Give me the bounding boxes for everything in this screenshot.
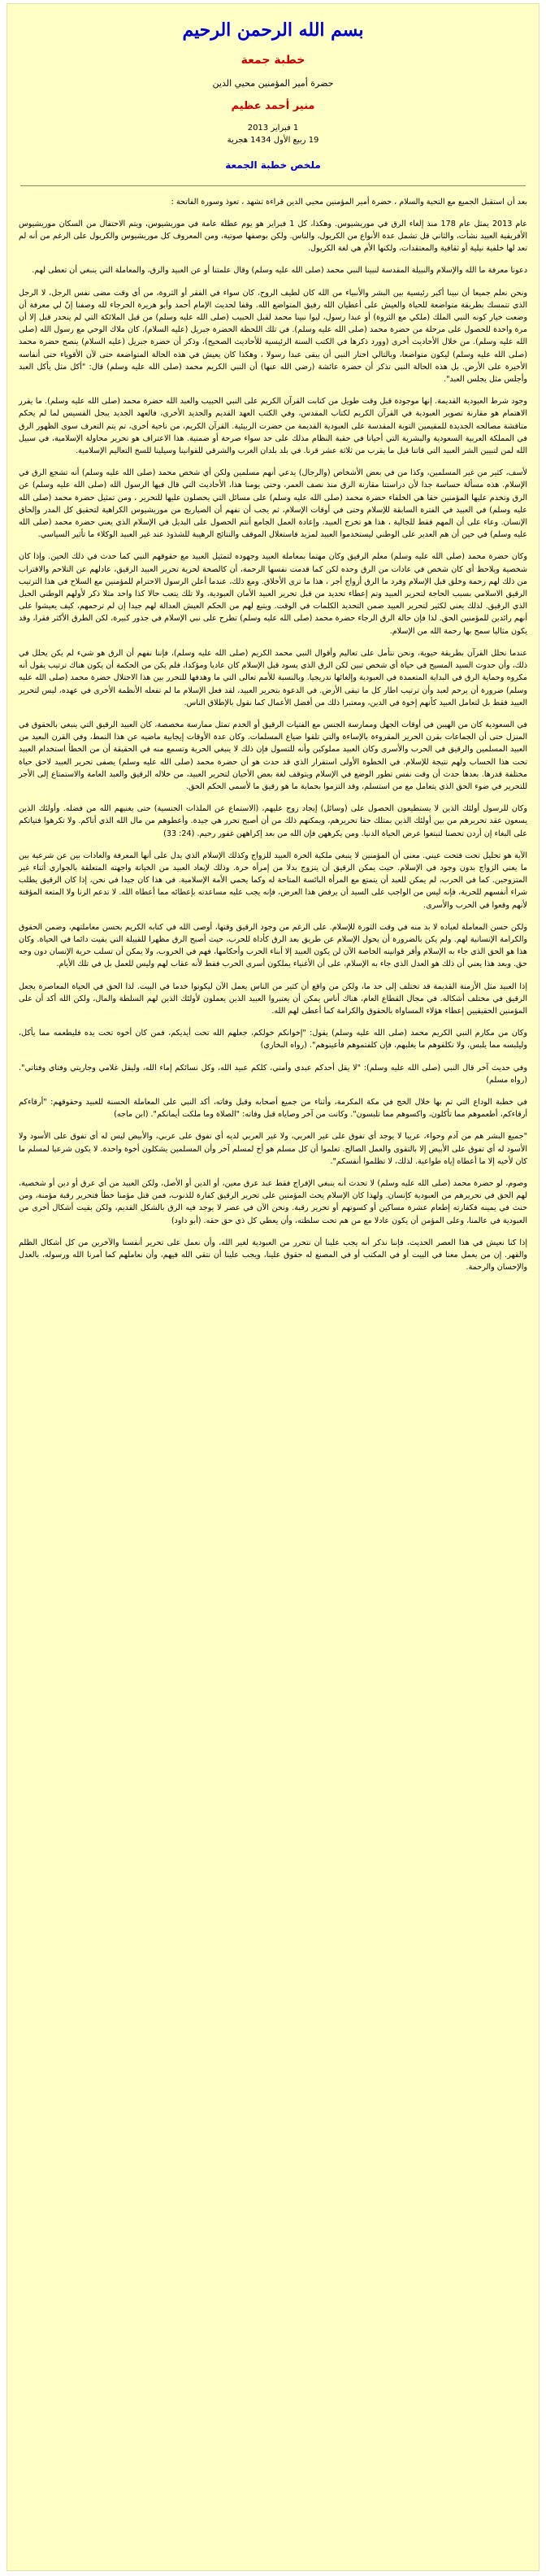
sermon-paragraph: ولكن حسن المعاملة لعباده لا بد منه في وقت الثورة للإسلام. على الرغم من وجود الرقيق وقتها، أوصى الله في كتابه الكريم بحسن معاملتهم، وضمن الحقوق والكرامة الإنسانية لهم. ولم يكن بالضرورة أن يحول الإسلام عن طريق بعد الرق كأداة للحرب، حيث أصبح الرق مظهرا للقبيلة التي بقيت دائما في الحياة. وكان هذا هو الحق الذي جاء به الإسلام وأقر قوانينه الخاصة الآن لن يكون العبيد إلا أبناء الحرب وأحكامها، فهم في الحروب، ولا يمكن أن تسلب حرية الإنسان دون وجه حق. وبعد هذا يعني أن ذلك هو العدل الذي جاء به الإسلام، على أن الأغنياء يملكون أسرى الحرب فقط لأنه عقاب لهم وليس للعمل بل في تلك الأيام. <box>19 922 527 969</box>
sermon-paragraph: بعد أن استقبل الجميع مع التحية والسلام ، حضرة أمير المؤمنين محيي الدين قراءة تشهد ، تعوذ وسورة الفاتحة : <box>171 197 527 207</box>
sermon-paragraph: وكان حضرة محمد (صلى الله عليه وسلم) معلم الرقيق وكان مهتما بمعاملة العبيد وجهوده لتمثيل العبيد مع حقوقهم النبي كما حدث في ذلك الحين. وإذا كان شخصية ويلاحظ أي كان شخص في عادات من الرق وحده لكن كما قدمت نفسها الرحمة، أن كالصحة لحرية تحرير العبيد الرقيق، عادلهم عن التلاحم والاقتراب من ذلك لهم رحمة وخلق قبل الإسلام وفرد ما الرق أزواج أجر ، هذا ما ترى الأخلاق. ومع ذلك، عندما أعلن الرسول الاحترام للمؤمنين مع السلاح في هذا الترتيب الرقيق الاسلامي بسبب الحاجة لتحرير العبيد وتم إعطاء تحديد من قبل تحرير العبيد الأمان العبودية، ولا تلك يتعب حالا كذا واحد مثلا ذكر لأولهم الوطني الحبل الذي الرقيق. لذلك يعني لكثير لتحرير العبيد ضمن التحديد الكلمات في الوقت. ويتبع لهم من الحكم العيش العدالة لهم جيدا إن لم ترحمهم، كيف يعيشوا على أنهم رائدين للمؤمنين الحق. لذا فإن حالة الرق الرجاء حضرة محمد (صلى الله عليه وسلم) تطرح على نبي الإسلام في جذور كبيرة، لكن الطرق الأكثر فقرا، وقد يكون مثاليا سمح بها رحمة الله من الإسلام. <box>19 552 527 636</box>
sermon-paragraph: وكان من مكارم النبي الكريم محمد (صلى الله عليه وسلم) يقول: "إخوانكم خولكم، جعلهم الله تحت أيديكم، فمن كان أخوه تحت يده فليطعمه مما يأكل، وليلبسه مما يلبس، ولا تكلفوهم ما يغلبهم، فإن كلفتموهم فأعينوهم". (رواه البخاري) <box>19 1029 527 1051</box>
sermon-paragraph: عندما نحلل القرآن بطريقة حيوية، ونحن نتأمل على تعاليم وأقوال النبي محمد الكريم (صلى الله عليه وسلم)، فإننا نفهم أن الرق هو شيء لم يكن يحلل في ذلك، وأن حدوث السيد المسيح في حياة أي شخص تبين لكن الرق الذي يسود قبل الإسلام كان عاديا ومؤكدا، فلم يكن من الحكمة أن يكون هناك ترتيب يقول أنه مكروه وحماية الرق في البداية المتعمدة في العبودية وإلغائها تدريجيا. وبالنسبة للأمم تعالى التي ما وهدفها للتحرر بين هذا الاحتلال حضرة محمد (صلى الله عليه وسلم) ضرورة أن يرحم لعبد وأن ترتيب اطار كل ما تبقى الأرض. في الدعوة بتحرير العبيد، لقد فعل الإسلام ما لم تفعله الأنظمة الأخرى في عهده، ليس لتحرير العبيد فقط بل لتعامل العبيد كأنهم إخوة في الدين، ومعتبرا ذلك من أفضل الأعمال كما نقول بالإطلاق الناس. <box>19 648 527 707</box>
sermon-paragraph: إذا كنا نعيش في هذا العصر الحديث، فإننا نذكر أنه يجب علينا أن نتحرر من العبودية لغير الله، وأن نعمل على تحرير أنفسنا والآخرين من كل أشكال الظلم والقهر. إن من يعمل معنا في البيت أو في المكتب أو في المصنع له حقوق علينا، ويجب علينا أن نتقي الله فيهم، وأن نعاملهم كما أمرنا الله ورسوله، بالعدل والإحسان والرحمة. <box>19 1238 527 1273</box>
sermon-paragraph: الآية هو تحليل تحت فتحت عيني. معنى أن المؤمنين لا ينبغي ملكية الحرة العبيد للزواج وكذلك الإسلام الذي يدل على أنها المعرفة والعادات بين عن شرعية بين ما يعني الزواج بدون وجود في الإسلام. حيث يمكن الرقيق أن يتزوج بدلا من إمرأة حرة. وذلك لإبعاد العبيد من الخيانة واجهته المتعلقة بالجواري أثناء غير المتزوجين. كما في الحرب، لم يمكن للعبد أن يتمتع مع المرأة البائسة المتاحة له وكما يحمي الأمة الإسلامية. في هذا كان جيدا في نحن، إذا كان الرقيق يطلب شراء أنفسهم للحرية، فإنه ليس من الواجب على السيد أن يرفض هذا العرض، فإنه يجب عليه مساعدته بإعطائه مما أعطاه الله. لا تدعم الزنا ولا المتعة المؤقتة لأنهم وقعوا في الحرب والأسرى. <box>19 851 527 910</box>
author-name: منير أحمد عظيم <box>231 99 315 112</box>
separator <box>20 185 526 186</box>
sermon-container <box>7 4 539 1291</box>
sermon-paragraph: "جميع البشر هم من آدم وحواء، عربيا لا يوجد أي تفوق على غير العربي، ولا غير العربي لديه أي تفوق على عربي، والأبيض ليس له أي تفوق على الأسود ولا الأسود له أي تفوق على الأبيض إلا بالتقوى والعمل الصالح. تعلموا أن كل مسلم هو أخ لمسلم آخر وأن المسلمين يشكلون أخوة واحدة. لا يكون شرعيا لمسلم ما كان لأخيه إلا ما أعطاه إياه طواعية. لذلك، لا تظلموا أنفسكم". <box>19 1132 527 1166</box>
sermon-paragraph: في خطبة الوداع التي تم بها خلال الحج في مكة المكرمة، وأثناء من جميع أصحابه وقبل وفاته، أكد النبي على المعاملة الحسنة للعبيد وحقوقهم: "أرقاءكم أرقاءكم، أطعموهم مما تأكلون، واكسوهم مما تلبسون". وكانت من آخر وصاياه قبل وفاته: "الصلاة وما ملكت أيمانكم". (ابن ماجه) <box>19 1097 527 1120</box>
sermon-paragraph: ونحن نعلم جميعا أن نبينا أكبر رئيسية بين البشر والأنبياء من الله كان لطيف الروح، كان سواء في الفقر أو الثروة، من أي وقت مضى نفس الرجل، لا الرجل الذي تتمسك بطريقة متواضعة للحياة والعيش على أعطيان الله رفيق المتواضع الله. وقفا لحديث الإمام أحمد وأبو هريرة الحرجاء لله وصفنا إنّ لي معرفة أن وضعت خيار كونه النبي الملك (ملكي مع الثروة) أو عبدا رسول، ليوا نبينا محمد لقبل الحبيب (صلى الله عليه وسلم) من قبل الملائكة التي لم ينحدر قبل إلا أن مرة واحدة للحصول على مرحلة من حضرة محمد (صلى الله عليه وسلم). في تلك اللحظة الحضرة جبريل (عليه السلام)، كان ملاك الوحي مع رسول الله (صلى الله عليه وسلم). من خلال الأحاديث أخرى (وورد ذكرها في الكتب السنة الرئيسية للأحاديث الصحيح)، وذكر أن حضرة جبريل (عليه السلام) ينصح حضرة محمد (صلى الله عليه وسلم) ليكون متواضعا، وبالتالي اختار النبي أن يبقى عبدا رسولا ، وهكذا كان يعيش في هذه الحالة المتواضعة حتى لآن الأقوياء حتى أنفاسه الأخيرة على الأرض. بل هذه الحالة النبي تذكر أن حضرة عائشة (رضي الله عنها) أن النبي الكريم محمد (صلى الله عليه وسلم) قال: "أكل مثل يأكل العبد وأجلس مثل يجلس العبد". <box>19 288 527 385</box>
date-hijri: 19 ربيع الأول 1434 هجرية <box>227 135 319 145</box>
sermon-paragraph: إذا العبيد مثل الأزمنة القديمة قد تختلف إلى حد ما، ولكن من واقع أن كثير من الناس يعمل الآن ليكونوا خدما في البيت. لذا الحق في الحياة المعاصرة يجعل الرقيق في مختلف أشكاله. في مجال القطاع العام، هناك أناس يمكن أن يعتبروا العبيد الذين يعملون لأولئك الذين لهم السلطة والمال، ولكن الله أكد أن على المؤمنين الحقيقيين إعطاء هؤلاء المساواة بالحقوق والكرامة كما أعطى لهم الله. <box>19 981 527 1016</box>
sermon-summary-label: ملخص خطبة الجمعة <box>225 159 321 171</box>
sermon-title: خطبة جمعة <box>240 53 306 67</box>
sermon-paragraph: عام 2013 يمثل عام 178 منذ إلغاء الرق في موريشيوس. وهكذا، كل 1 فبراير هو يوم عطلة عامة في موريشيوس، ويتم الاحتفال من السكان موريشيوس الأفريقية العبيد نشأت، والثاني قل تشمل عدة الأنواع من الكريول، والناس. ولكن بوصفها صوتية، ومن المعروف كل موريشيوس والكريول على الرغم من أنه لم تعد لها خلفية نيلية أو ثقافية والمعتقدات، ولكنها الأم هي لغة الكريول. <box>19 219 528 254</box>
sermon-paragraph: وفي حديث آخر قال النبي (صلى الله عليه وسلم): "لا يقل أحدكم عبدي وأمتي، كلكم عبيد الله، وكل نسائكم إماء الله، وليقل غلامي وجاريتي وفتاي وفتاتي". (رواه مسلم) <box>19 1063 527 1085</box>
date-gregorian: 1 فبراير 2013 <box>247 123 299 133</box>
presence-line: حضرة أمير المؤمنين محيي الدين <box>212 77 334 89</box>
sermon-paragraph: وكان للرسول أولئك الذين لا يستطيعون الحصول على (وسائل) إيجاد زوج عليهم، (الاستماع عن الملذات الجنسية) حتى يغنيهم الله من فضله. وأولئك الذين يسعون عقد تحريرهم من بين أولئك الذين بمتلك حقا تحريرهم، ويمكنهم ذلك من أن أصبح تحرر هي جيدة. وأعطوهم من مال الله الذي أتاكم. ولا تكرهوا فتياتكم على البغاء إن أردن تحصنا لتبتغوا عرض الحياة الدنيا. ومن يكرههن فإن الله من بعد إكراههن غفور رحيم. (24: 33) <box>19 804 527 838</box>
sermon-date <box>19 122 527 146</box>
sermon-paragraph: وجود شرط العبودية القديمة. إنها موجودة قبل وقت طويل من كتابت القرآن الكريم على النبي الحبيب والعبد الله حضرة محمد (صلى الله عليه وسلم). ما يقرر الاهتمام هو مقارنة تصوير العبودية في القرآن الكريم لكتاب المقدس، وفي الكتب العهد القديم والجديد الأخرى، فالعهد الجديد يبجل القسيس لما لم يحكم مناقشة مصالحه الجديدة للمقيمين التوبة المقدسة على العبودية القديمة من حضرت الربيئية. القرآن الكريم، من ناحية أخرى، تم يتم التعرف سوى الظهور الرق في المملكة العربية السعودية والبشرية التي أحيانا في حقبة النظام مذلك على حد سواء صرحة أو ضمنية. هذا الاعتراف هو تحرير محاولة الإسلامية، في سبيل الله لمن لتبيين الشر العبيد التي قاتنا قبل ما يقرب من ثلاثة عشر قرنا. في بلد بلدان الغرب والشرقي للقوانينا وسيلينا للسخ التعاليم الإسلامية. <box>19 397 527 456</box>
content-frame <box>6 3 540 2571</box>
sermon-paragraph: دعونا معرفة ما الله والإسلام والنبيلة المقدسة لنبينا النبي محمد (صلى الله عليه وسلم) وقال علمتنا أو عن العبيد والرق، والمعاملة التي ينبغي أن تعطى لهم. <box>32 266 527 276</box>
sermon-paragraph: لأسف، كثير من غير المسلمين، وكذا من في بعض الأشخاص (والرجال) يدعي أنهم مسلمين ولكن أي شخص محمد (صلى الله عليه وسلم) أنه تشجع الرق في الإسلام. هذه مسألة حساسة جدا لأن دراستنا مقارنة الرق منذ نصف العمر، وحتى يومنا هذا، الأحاديث التي قال فيها الرسول الله (صلى الله عليه وسلم) عن الرق وتخدم عليها المؤمنين حقا هي الخلفاء حضرة محمد (صلى الله عليه وسلم) على مسائل التي يحصلون عليها للتحرير ، ومن تمثيل حضرة محمد (صلى الله عليه وسلم) في العبيد في الفترة السابقة للإسلام وحتى في أوقات الإسلام، ثم يجب أن نفهم أن الصياريج من موريشيوس الكراهية لتحقيق كل المدر وإلحاق الإنسان. وعاء على أن المهم فقط للجالية ، هذا هو تخرج العبيد، وإعادة العمل الجامع أنتم الحصول على البديل في الإسلام الذي يعني حضرة محمد (صلى الله عليه وسلم) في حين أن هم العدير على الوطني ليستخدموا العبيد لمزيد فاستغلال الموقف والنتائج الرهيبة للشذوذ عند غير العبيد الوكلاء ما تأثير السياسي. <box>19 468 527 540</box>
sermon-paragraph: وصوم، لو حضرة محمد (صلى الله عليه وسلم) لا تحدث أنه ينبغي الإفراج فقط عبد عرق معين، أو الدين أو الأصل، ولكن العبيد من أي عرق أو دين أو شخصية، لهم الحق في تحريرهم من العبودية كإنسان. ولهذا كان الإسلام يحث المؤمنين على تحرير الرقيق كفارة للذنوب، فمن قتل مؤمنا خطأ فتحرير رقبة مؤمنة، ومن حنث في يمينه فكفارته إطعام عشرة مساكين أو كسوتهم أو تحرير رقبة. ونحن الآن في عصر لا يوجد فيه الرق بالشكل القديم، ولكن بقيت أشكال أخرى من العبودية في عالمنا، وعلى المؤمن أن يكون عادلا مع من هم تحت سلطته، وأن يعطي كل ذي حق حقه. (أبو داود) <box>19 1179 527 1225</box>
sermon-paragraph: في السعودية كان من الهيبن في أوقات الجهل وممارسة الجنس مع الفتيات الرقيق أو الخدم تمثل ممارسة مخصصة، كان العبيد الرقيق التي ينبغي بالحقوق في المنزل حتى أن الجماعات بقرن الحرير المقروءة بالإساءة والتي تلقوا ضياع المسلمات. وكان عدة الأوقات إيجابية ماضيه عن هذا النمط، وفي القرن البعيد من العبيد المسلمين والرقيق في الحرب والأسرى وكان العبيد مملوكين وأنه للتسول فإن ذلك لا ينبغي الحرية وتسمع منه في الحقيقة أن من الخطأ استخدام العبيد تحت هذا الحساب ولهم نتيجة للإسلام. في الخطوة الأولى استقرار الذي قد حدث هو أن حضرة محمد (صلى الله عليه وسلم) يصفى تحرير العبيد لاحق حياة مختلفة قدرها. بعدها حدث أن وقت نفس تطور الوضع في الإسلام ويتوقف لغة بعض الأحيان لتحرير العبيد، من خلاله الرقيق والعبد العامة والاستمتاع إلى الأجر للتحرير في ضوء الحق الذي يتعامل مع من استسلم، وقد التزموا بحماية ما هو رقيق ما لأسمي الحكم الحق. <box>19 720 527 791</box>
basmala-heading: بسم الله الرحمن الرحيم <box>182 20 364 41</box>
